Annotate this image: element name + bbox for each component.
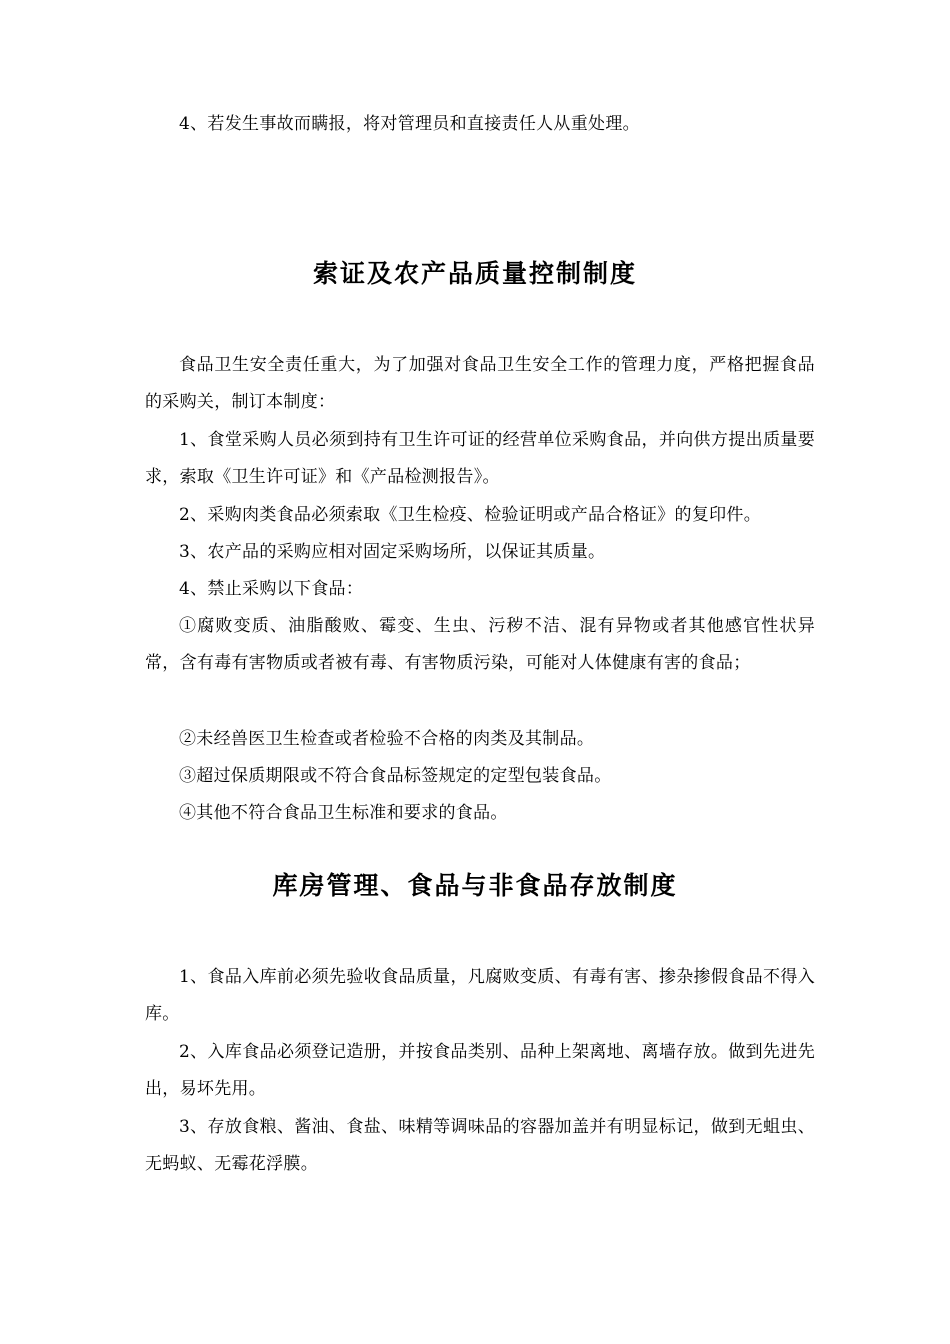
section1-item-2: 2、采购肉类食品必须索取《卫生检疫、检验证明或产品合格证》的复印件。 [179, 505, 762, 525]
section1-item-3: 3、农产品的采购应相对固定采购场所，以保证其质量。 [179, 542, 606, 562]
section-title-storage: 库房管理、食品与非食品存放制度 [272, 871, 678, 900]
section2-item-2: 2、入库食品必须登记造册，并按食品类别、品种上架离地、离墙存放。做到先进先出，易坏先用。 [145, 1042, 815, 1099]
section2-item-3: 3、存放食粮、酱油、食盐、味精等调味品的容器加盖并有明显标记，做到无蛆虫、无蚂蚁、无霉花浮膜。 [145, 1117, 815, 1174]
section1-subitem-1: ①腐败变质、油脂酸败、霉变、生虫、污秽不洁、混有异物或者其他感官性状异常，含有毒有害物质或者被有毒、有害物质污染，可能对人体健康有害的食品； [145, 616, 815, 673]
section2-item-1: 1、食品入库前必须先验收食品质量，凡腐败变质、有毒有害、掺杂掺假食品不得入库。 [145, 967, 815, 1024]
section1-intro: 食品卫生安全责任重大，为了加强对食品卫生安全工作的管理力度，严格把握食品的采购关，制订本制度： [145, 355, 815, 412]
section1-subitem-4: ④其他不符合食品卫生标准和要求的食品。 [179, 803, 508, 823]
section1-subitem-2: ②未经兽医卫生检查或者检验不合格的肉类及其制品。 [179, 729, 595, 749]
section-title-quality-control: 索证及农产品质量控制制度 [312, 259, 637, 288]
paragraph-top-item-4: 4、若发生事故而瞒报，将对管理员和直接责任人从重处理。 [179, 114, 640, 134]
section1-subitem-3: ③超过保质期限或不符合食品标签规定的定型包装食品。 [179, 766, 612, 786]
section1-item-1: 1、食堂采购人员必须到持有卫生许可证的经营单位采购食品，并向供方提出质量要求，索取《卫生许可证》和《产品检测报告》。 [145, 430, 815, 487]
section1-item-4: 4、禁止采购以下食品： [179, 579, 364, 599]
